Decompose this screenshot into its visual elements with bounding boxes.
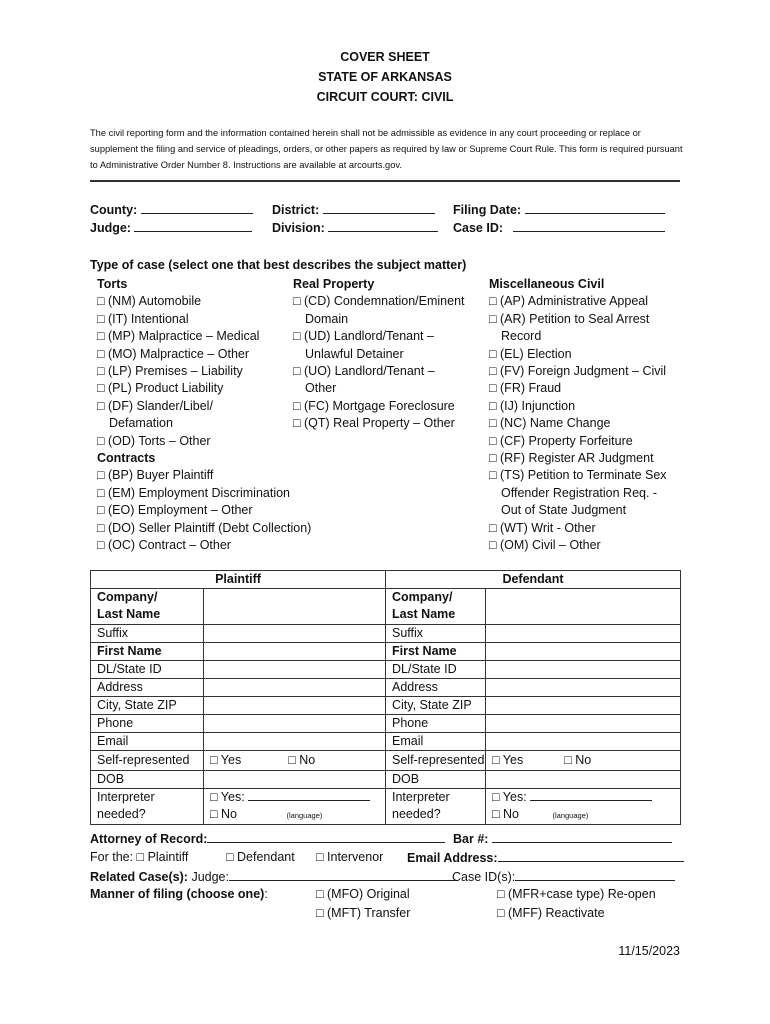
filing-date-label: Filing Date: xyxy=(453,203,522,217)
defendant-self-rep-no[interactable]: □ No xyxy=(564,753,592,767)
defendant-dob-input[interactable] xyxy=(486,771,681,789)
defendant-phone-input[interactable] xyxy=(486,715,681,733)
case-type-option[interactable]: □ (RF) Register AR Judgment xyxy=(489,451,654,466)
title-state: STATE OF ARKANSAS xyxy=(318,70,452,84)
defendant-first-name-label: First Name xyxy=(386,643,486,661)
division-label: Division: xyxy=(272,221,325,235)
plaintiff-first-name-label: First Name xyxy=(91,643,204,661)
attorney-label: Attorney of Record: xyxy=(90,832,208,846)
defendant-language-line[interactable] xyxy=(530,789,652,801)
plaintiff-dl-input[interactable] xyxy=(204,661,386,679)
case-type-option[interactable]: □ (TS) Petition to Terminate Sex xyxy=(489,468,667,483)
attorney-field[interactable] xyxy=(90,831,445,846)
manner-mfo-option[interactable]: □ (MFO) Original xyxy=(316,887,410,901)
email-address-label: Email Address: xyxy=(407,851,498,865)
plaintiff-self-rep-yes[interactable]: □ Yes xyxy=(210,753,242,767)
case-id-field[interactable] xyxy=(453,220,665,235)
party-table xyxy=(90,570,681,825)
case-type-option[interactable]: □ (CF) Property Forfeiture xyxy=(489,433,633,448)
case-type-option[interactable]: □ (EL) Election xyxy=(489,346,572,361)
case-type-option[interactable]: □ (CD) Condemnation/Eminent xyxy=(293,294,465,309)
case-type-option[interactable]: □ (OM) Civil – Other xyxy=(489,538,601,553)
defendant-suffix-input[interactable] xyxy=(486,625,681,643)
case-type-option[interactable]: □ (AR) Petition to Seal Arrest xyxy=(489,311,650,326)
email-address-field[interactable] xyxy=(407,850,684,865)
type-of-case-heading: Type of case (select one that best describes the subject matter) xyxy=(90,258,467,272)
divider xyxy=(90,180,680,182)
for-the-plaintiff-option[interactable]: For the: □ Plaintiff xyxy=(90,850,189,864)
case-type-option[interactable]: □ (LP) Premises – Liability xyxy=(97,364,243,379)
defendant-company-input[interactable] xyxy=(486,589,681,625)
for-the-defendant-option[interactable]: □ Defendant xyxy=(226,850,295,864)
defendant-dob-label: DOB xyxy=(386,771,486,789)
plaintiff-interpreter-label: Interpreter needed? xyxy=(91,789,204,825)
district-field[interactable] xyxy=(272,202,435,217)
plaintiff-phone-label: Phone xyxy=(91,715,204,733)
plaintiff-self-rep-options xyxy=(204,751,386,771)
plaintiff-self-rep-label: Self-represented xyxy=(91,751,204,771)
plaintiff-dob-label: DOB xyxy=(91,771,204,789)
defendant-interpreter-yes[interactable]: □ Yes: xyxy=(492,790,527,804)
case-type-column-real-property xyxy=(293,276,465,433)
plaintiff-address-input[interactable] xyxy=(204,679,386,697)
division-field[interactable] xyxy=(272,220,438,235)
defendant-dl-input[interactable] xyxy=(486,661,681,679)
case-type-option[interactable]: □ (FR) Fraud xyxy=(489,381,562,396)
bar-number-field[interactable] xyxy=(453,831,672,846)
case-type-heading: Miscellaneous Civil xyxy=(489,277,605,291)
case-type-option[interactable]: □ (AP) Administrative Appeal xyxy=(489,294,649,309)
manner-of-filing: Manner of filing (choose one): xyxy=(90,887,268,901)
related-cases-field[interactable] xyxy=(90,869,455,884)
defendant-city-label: City, State ZIP xyxy=(386,697,486,715)
plaintiff-self-rep-no[interactable]: □ No xyxy=(288,753,316,767)
case-type-continuation: Defamation xyxy=(109,416,173,431)
case-type-option[interactable]: □ (DO) Seller Plaintiff (Debt Collection) xyxy=(97,520,312,535)
filing-date-field[interactable] xyxy=(453,202,665,217)
case-type-option[interactable]: □ (WT) Writ - Other xyxy=(489,520,596,535)
case-type-heading: Torts xyxy=(97,277,128,291)
case-type-option[interactable]: □ (UD) Landlord/Tenant – xyxy=(293,329,434,344)
judge-field[interactable] xyxy=(90,220,252,235)
case-type-continuation: Unlawful Detainer xyxy=(305,346,404,361)
county-label: County: xyxy=(90,203,138,217)
case-type-option[interactable]: □ (NC) Name Change xyxy=(489,416,611,431)
case-type-option[interactable]: □ (QT) Real Property – Other xyxy=(293,416,455,431)
plaintiff-email-label: Email xyxy=(91,733,204,751)
plaintiff-suffix-input[interactable] xyxy=(204,625,386,643)
defendant-email-label: Email xyxy=(386,733,486,751)
plaintiff-address-label: Address xyxy=(91,679,204,697)
defendant-suffix-label: Suffix xyxy=(386,625,486,643)
related-cases-label: Related Case(s): xyxy=(90,870,188,884)
case-type-option[interactable]: □ (MO) Malpractice – Other xyxy=(97,346,250,361)
intro-paragraph: The civil reporting form and the information contained herein shall not be admissible as evidence in any court proceeding or replace or supplement the filing and service of pleadings, orders, or other papers as required by law or Supreme Court Rule. This form is required pursuant to Administrative Order Number 8. Instructions are available at arcourts.gov. xyxy=(90,128,683,170)
plaintiff-first-name-input[interactable] xyxy=(204,643,386,661)
for-the-intervenor-option[interactable]: □ Intervenor xyxy=(316,850,384,864)
title-court: CIRCUIT COURT: CIVIL xyxy=(316,90,454,104)
case-type-option[interactable]: □ (EO) Employment – Other xyxy=(97,503,253,518)
defendant-city-input[interactable] xyxy=(486,697,681,715)
case-type-option[interactable]: □ (NM) Automobile xyxy=(97,294,202,309)
case-ids-label: Case ID(s): xyxy=(452,870,516,884)
plaintiff-suffix-label: Suffix xyxy=(91,625,204,643)
case-type-option[interactable]: □ (IT) Intentional xyxy=(97,311,189,326)
case-type-column-torts-contracts xyxy=(97,276,311,555)
manner-mft-option[interactable]: □ (MFT) Transfer xyxy=(316,906,411,920)
plaintiff-city-label: City, State ZIP xyxy=(91,697,204,715)
plaintiff-interpreter-yes[interactable]: □ Yes: xyxy=(210,790,245,804)
case-type-option[interactable]: □ (OD) Torts – Other xyxy=(97,433,211,448)
case-type-option[interactable]: □ (UO) Landlord/Tenant – xyxy=(293,364,435,379)
defendant-interpreter-no[interactable]: □ No xyxy=(492,807,520,821)
case-type-continuation: Other xyxy=(305,381,337,396)
case-type-option[interactable]: □ (BP) Buyer Plaintiff xyxy=(97,468,214,483)
district-label: District: xyxy=(272,203,320,217)
case-type-option[interactable]: □ (PL) Product Liability xyxy=(97,381,224,396)
plaintiff-language-caption: (language) xyxy=(286,811,323,820)
related-judge-label: Judge: xyxy=(191,870,229,884)
defendant-heading: Defendant xyxy=(386,571,681,589)
case-type-continuation: Record xyxy=(501,329,542,344)
case-type-continuation: Offender Registration Req. - xyxy=(501,485,658,500)
defendant-first-name-input[interactable] xyxy=(486,643,681,661)
case-type-heading: Contracts xyxy=(97,451,156,466)
defendant-interpreter-options xyxy=(486,789,681,825)
defendant-language-caption: (language) xyxy=(552,811,589,820)
defendant-self-rep-label: Self-represented xyxy=(386,751,486,771)
title-cover-sheet: COVER SHEET xyxy=(340,50,430,64)
county-field[interactable] xyxy=(90,202,253,217)
defendant-interpreter-label: Interpreter needed? xyxy=(386,789,486,825)
manner-label: Manner of filing (choose one) xyxy=(90,887,265,901)
judge-label: Judge: xyxy=(90,221,131,235)
case-type-option[interactable]: □ (IJ) Injunction xyxy=(489,398,576,413)
case-type-continuation: Out of State Judgment xyxy=(501,503,627,518)
defendant-self-rep-options xyxy=(486,751,681,771)
case-type-option[interactable]: □ (DF) Slander/Libel/ xyxy=(97,398,213,413)
defendant-self-rep-yes[interactable]: □ Yes xyxy=(492,753,524,767)
case-type-option[interactable]: □ (EM) Employment Discrimination xyxy=(97,485,291,500)
case-id-label: Case ID: xyxy=(453,221,504,235)
defendant-email-input[interactable] xyxy=(486,733,681,751)
plaintiff-company-input[interactable] xyxy=(204,589,386,625)
plaintiff-company-label: Company/ Last Name xyxy=(91,589,204,625)
case-type-option[interactable]: □ (OC) Contract – Other xyxy=(97,538,231,553)
plaintiff-city-input[interactable] xyxy=(204,697,386,715)
defendant-address-label: Address xyxy=(386,679,486,697)
defendant-company-label: Company/ Last Name xyxy=(386,589,486,625)
plaintiff-interpreter-options xyxy=(204,789,386,825)
defendant-dl-label: DL/State ID xyxy=(386,661,486,679)
case-type-column-misc-civil xyxy=(489,276,667,555)
plaintiff-email-input[interactable] xyxy=(204,733,386,751)
plaintiff-language-line[interactable] xyxy=(248,789,370,801)
defendant-address-input[interactable] xyxy=(486,679,681,697)
case-type-option[interactable]: □ (FV) Foreign Judgment – Civil xyxy=(489,364,667,379)
defendant-phone-label: Phone xyxy=(386,715,486,733)
plaintiff-dob-input[interactable] xyxy=(204,771,386,789)
plaintiff-dl-label: DL/State ID xyxy=(91,661,204,679)
plaintiff-interpreter-no[interactable]: □ No xyxy=(210,807,238,821)
plaintiff-phone-input[interactable] xyxy=(204,715,386,733)
case-type-heading: Real Property xyxy=(293,277,375,291)
case-ids-field[interactable] xyxy=(452,869,675,884)
manner-mfr-option[interactable]: □ (MFR+case type) Re-open xyxy=(497,887,656,901)
manner-mff-option[interactable]: □ (MFF) Reactivate xyxy=(497,906,605,920)
case-type-continuation: Domain xyxy=(305,311,349,326)
case-type-option[interactable]: □ (MP) Malpractice – Medical xyxy=(97,329,260,344)
plaintiff-heading: Plaintiff xyxy=(91,571,386,589)
form-date: 11/15/2023 xyxy=(618,944,680,958)
bar-label: Bar #: xyxy=(453,832,489,846)
case-type-option[interactable]: □ (FC) Mortgage Foreclosure xyxy=(293,398,455,413)
